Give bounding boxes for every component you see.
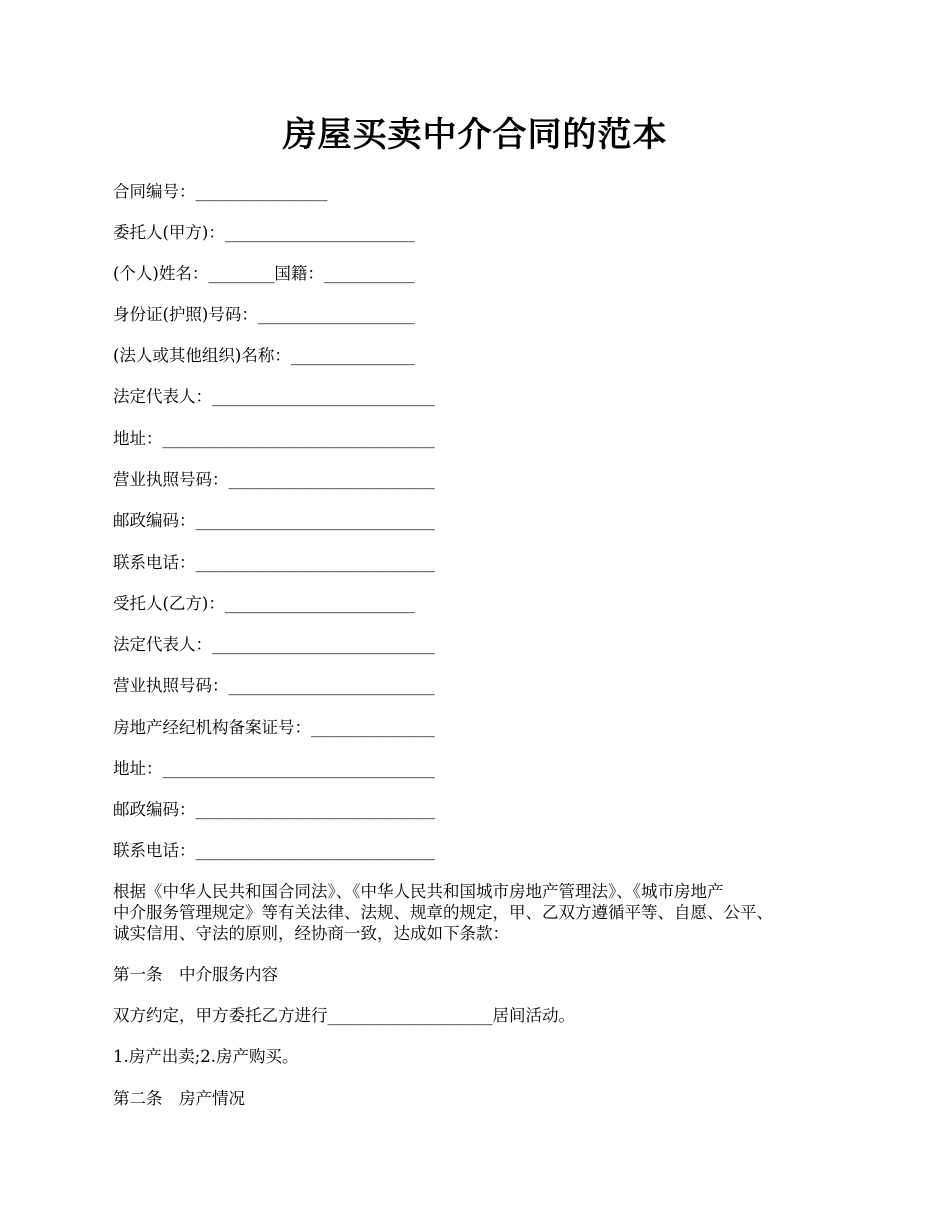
- party-b-address-field: 地址：_________________________________: [113, 759, 435, 778]
- contract-number-field: 合同编号：________________: [113, 182, 328, 201]
- party-a-phone-field: 联系电话：_____________________________: [113, 553, 435, 572]
- organization-name-field: (法人或其他组织)名称：_______________: [113, 346, 415, 365]
- party-a-postal-code-field: 邮政编码：_____________________________: [113, 511, 435, 530]
- party-b-business-license-field: 营业执照号码：_________________________: [113, 676, 435, 695]
- party-a-legal-representative-field: 法定代表人：___________________________: [113, 387, 435, 406]
- preamble-line: 根据《中华人民共和国合同法》、《中华人民共和国城市房地产管理法》、《城市房地产: [113, 882, 724, 901]
- principal-party-a-field: 委托人(甲方)：_______________________: [113, 223, 415, 242]
- party-b-postal-code-field: 邮政编码：_____________________________: [113, 800, 435, 819]
- party-a-address-field: 地址：_________________________________: [113, 429, 435, 448]
- party-b-phone-field: 联系电话：_____________________________: [113, 841, 435, 860]
- article-1-options: 1.房产出卖;2.房产购买。: [113, 1047, 299, 1066]
- article-1-heading: 第一条 中介服务内容: [113, 965, 278, 984]
- party-a-business-license-field: 营业执照号码：_________________________: [113, 470, 435, 489]
- id-passport-number-field: 身份证(护照)号码：___________________: [113, 305, 415, 324]
- preamble-paragraph: [113, 881, 858, 944]
- brokerage-registration-number-field: 房地产经纪机构备案证号：_______________: [113, 718, 435, 737]
- preamble-line: 中介服务管理规定》等有关法律、法规、规章的规定，甲、乙双方遵循平等、自愿、公平、: [113, 903, 773, 922]
- individual-name-nationality-field: (个人)姓名：________国籍：___________: [113, 264, 415, 283]
- document-title: 房屋买卖中介合同的范本: [282, 115, 668, 155]
- preamble-line: 诚实信用、守法的原则，经协商一致，达成如下条款：: [113, 924, 509, 943]
- article-1-text: 双方约定，甲方委托乙方进行____________________居间活动。: [113, 1006, 575, 1025]
- article-2-heading: 第二条 房产情况: [113, 1089, 245, 1108]
- party-b-legal-representative-field: 法定代表人：___________________________: [113, 635, 435, 654]
- agent-party-b-field: 受托人(乙方)：_______________________: [113, 594, 415, 613]
